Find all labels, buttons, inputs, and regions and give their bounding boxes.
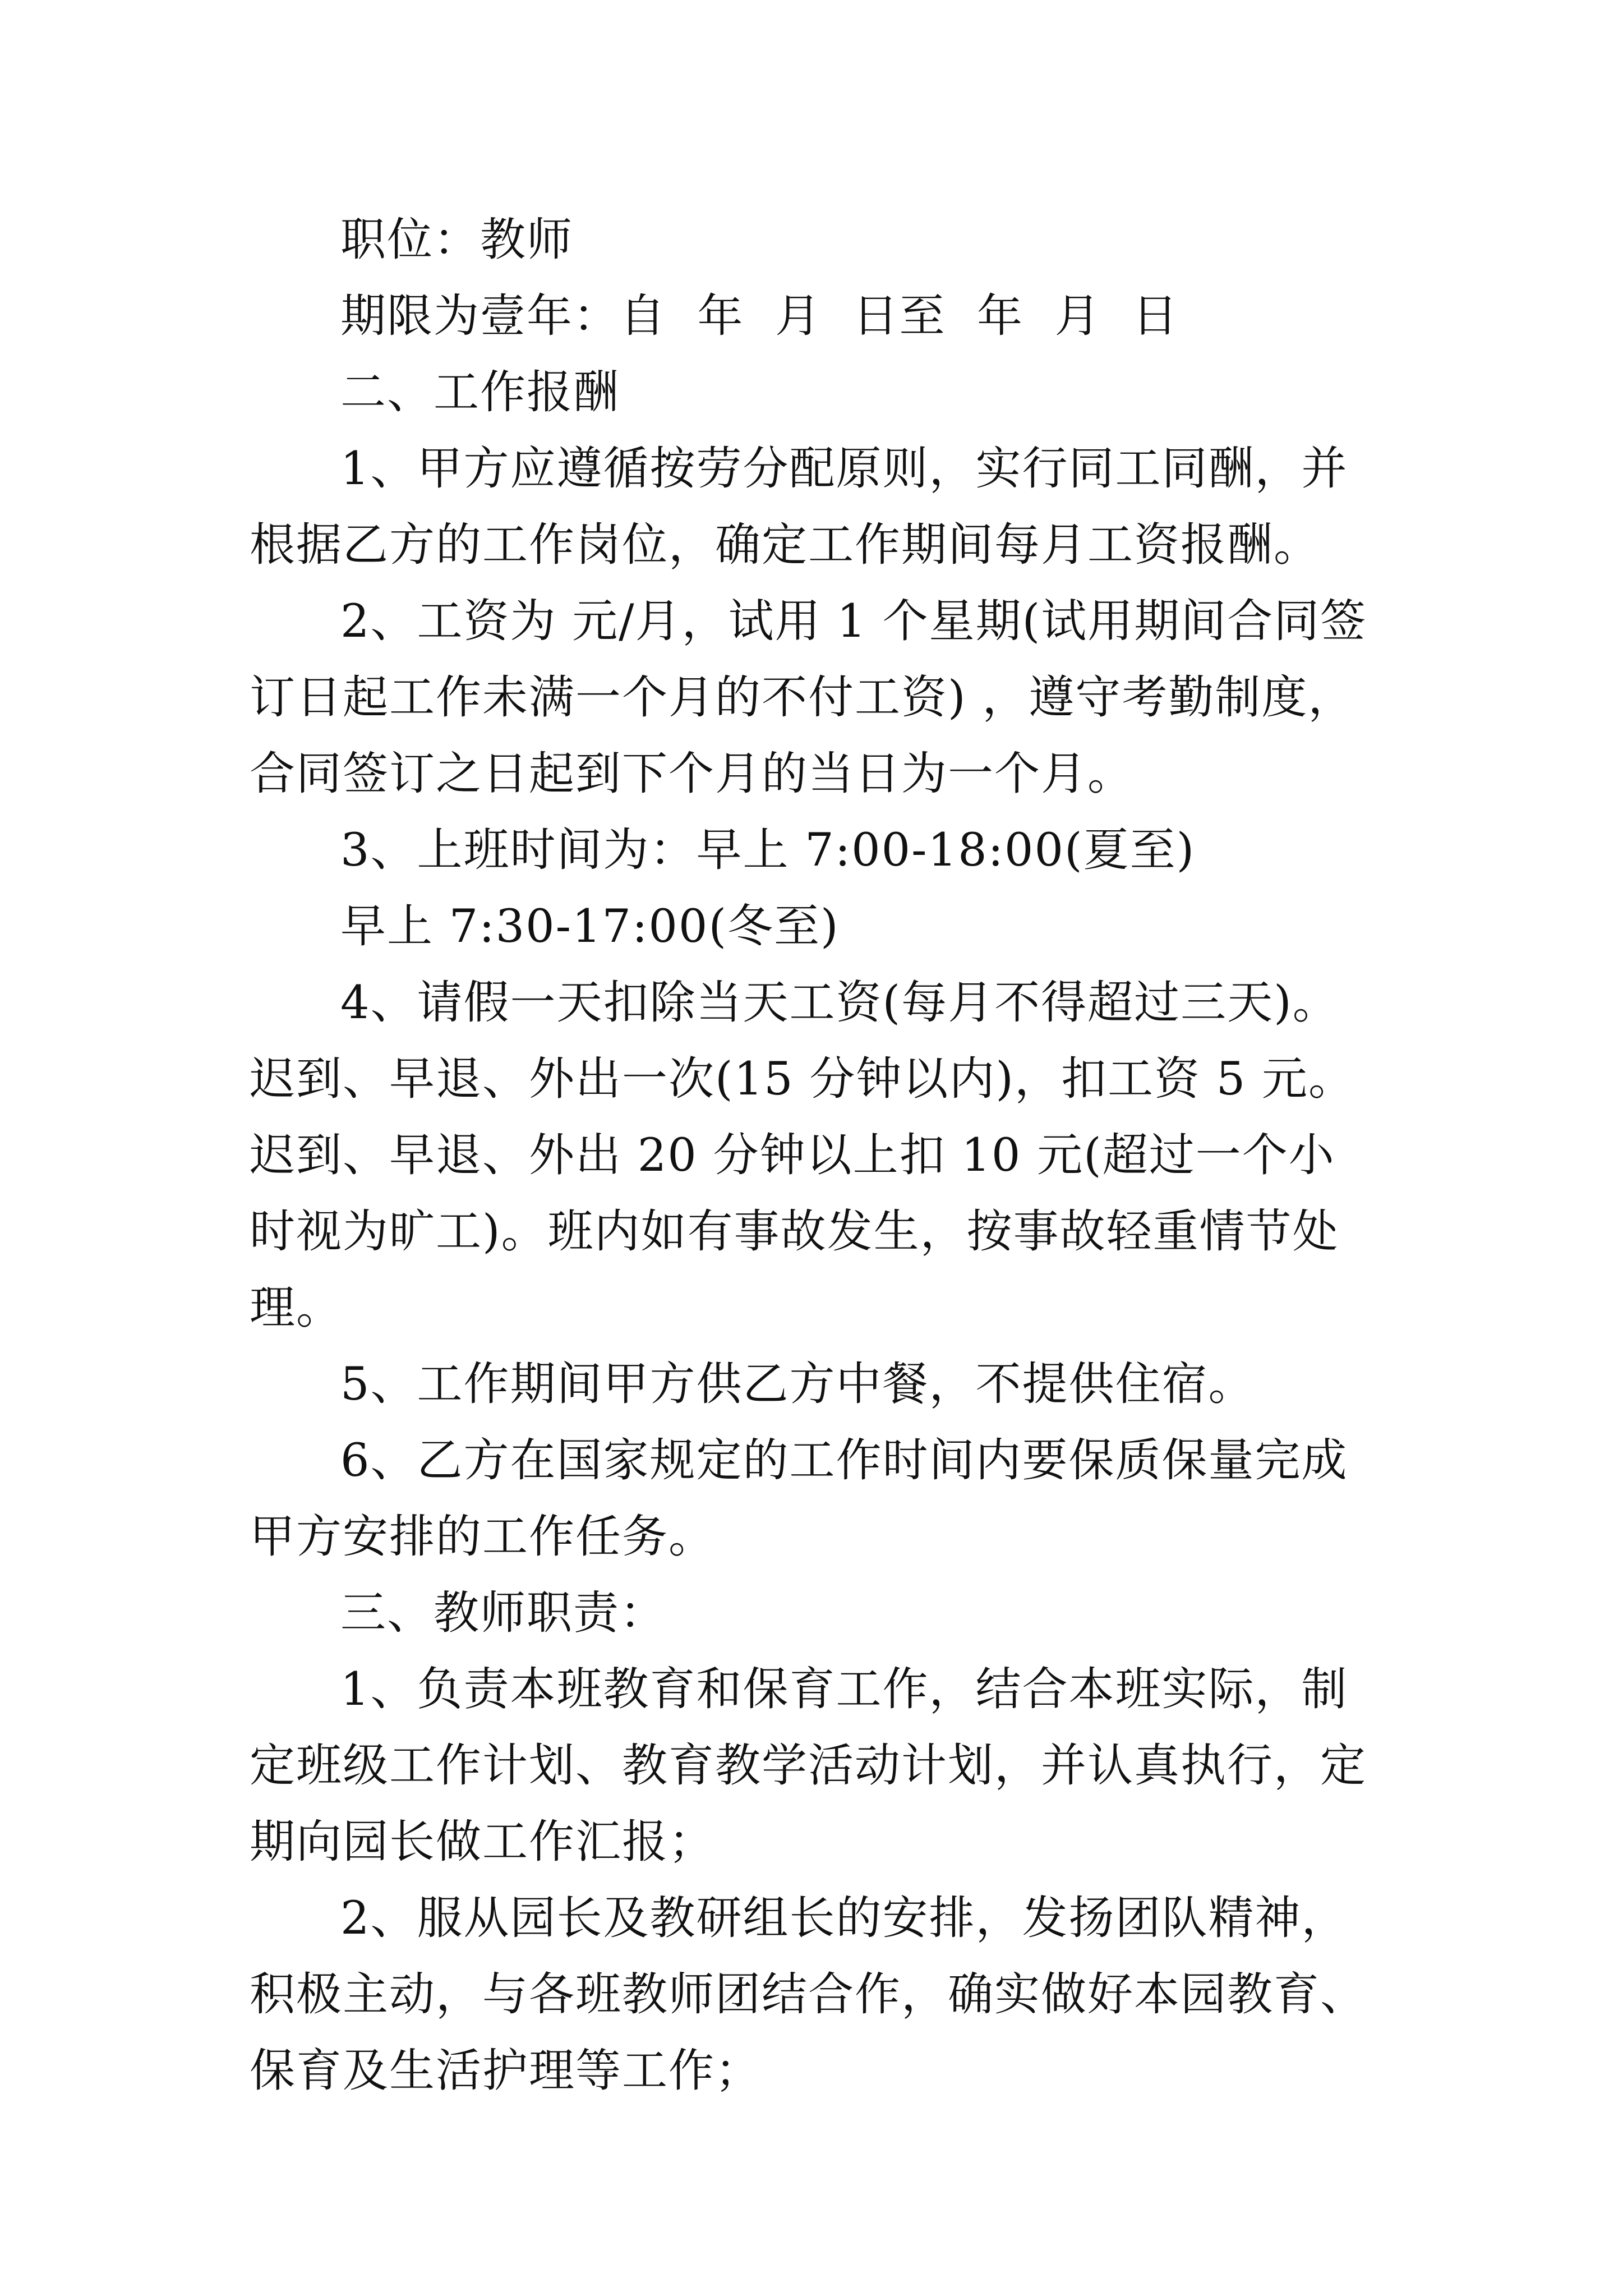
section-heading-compensation: 二、工作报酬 — [340, 366, 620, 419]
document-body — [250, 202, 1377, 2109]
paragraph-duty-1: 1、负责本班教育和保育工作，结合本班实际，制定班级工作计划、教育教学活动计划，并认真执行，定期向园长做工作汇报； — [250, 1663, 1367, 1869]
paragraph-term: 期限为壹年：自 年 月 日至 年 月 日 — [340, 290, 1179, 343]
paragraph-compensation-2: 2、工资为 元/月，试用 1 个星期(试用期间合同签订日起工作未满一个月的不付工资) ，遵守考勤制度，合同签订之日起到下个月的当日为一个月。 — [250, 595, 1367, 800]
paragraph-work-tasks: 6、乙方在国家规定的工作时间内要保质保量完成甲方安排的工作任务。 — [250, 1434, 1348, 1563]
paragraph-leave-policy: 4、请假一天扣除当天工资(每月不得超过三天)。迟到、早退、外出一次(15 分钟以内)，扣工资 5 元。迟到、早退、外出 20 分钟以上扣 10 元(超过一个小时视为旷工)。班内如有事故发生，按事故轻重情节处理。 — [250, 977, 1355, 1335]
section-heading-teacher-duties: 三、教师职责： — [340, 1587, 667, 1640]
paragraph-compensation-1: 1、甲方应遵循按劳分配原则，实行同工同酬，并根据乙方的工作岗位，确定工作期间每月工资报酬。 — [250, 443, 1348, 572]
paragraph-position: 职位：教师 — [340, 214, 574, 266]
paragraph-work-hours-winter: 早上 7:30-17:00(冬至) — [340, 900, 840, 953]
paragraph-meals: 5、工作期间甲方供乙方中餐，不提供住宿。 — [340, 1358, 1255, 1411]
paragraph-work-hours-summer: 3、上班时间为：早上 7:00-18:00(夏至) — [340, 824, 1196, 877]
paragraph-duty-2: 2、服从园长及教研组长的安排，发扬团队精神，积极主动，与各班教师团结合作，确实做好本园教育、保育及生活护理等工作； — [250, 1892, 1367, 2097]
